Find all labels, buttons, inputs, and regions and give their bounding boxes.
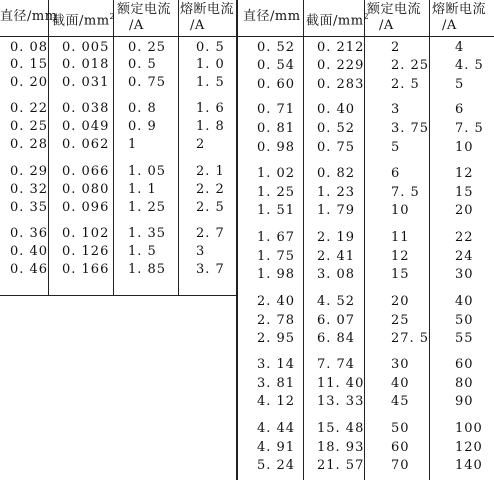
area-cell: 4. 52 (317, 294, 356, 309)
rated-current-cell: 7. 5 (391, 185, 420, 200)
rated-current-cell: 5 (391, 140, 401, 155)
area-cell: 0. 005 (62, 40, 110, 55)
rated-current-cell: 0. 75 (128, 75, 167, 90)
fuse-current-cell: 1. 5 (196, 75, 225, 90)
fuse-current-cell: 24 (455, 249, 474, 264)
area-cell: 3. 08 (317, 267, 356, 282)
diameter-cell: 1. 75 (257, 249, 296, 264)
fuse-current-cell: 5 (455, 77, 465, 92)
area-cell: 6. 84 (317, 331, 356, 346)
fuse-current-cell: 60 (455, 357, 474, 372)
fuse-current-cell: 15 (455, 185, 474, 200)
diameter-cell: 0. 52 (257, 40, 296, 55)
area-cell: 0. 283 (317, 77, 365, 92)
area-cell: 6. 07 (317, 313, 356, 328)
area-cell: 0. 212 (317, 40, 365, 55)
rated-current-cell: 40 (391, 376, 410, 391)
diameter-cell: 0. 54 (257, 58, 296, 73)
fuse-current-cell: 2. 2 (196, 182, 225, 197)
area-cell: 0. 82 (317, 166, 356, 181)
rated-current-cell: 11 (391, 230, 410, 245)
header-diameter-label: 直径/mm (0, 9, 58, 24)
header-area (52, 9, 115, 29)
fuse-current-cell: 2. 1 (196, 164, 225, 179)
header-fuse-right (432, 2, 486, 34)
rated-current-cell: 60 (391, 440, 410, 455)
diameter-cell: 3. 14 (257, 357, 296, 372)
fuse-current-cell: 1. 0 (196, 57, 225, 72)
rated-current-cell: 27. 5 (391, 331, 430, 346)
diameter-cell: 0. 40 (10, 244, 49, 259)
header-diameter-right-label: 直径/mm (243, 9, 301, 24)
fuse-current-cell: 2. 5 (196, 200, 225, 215)
header-fuse-line1: 熔断电流 (180, 2, 235, 17)
fuse-current-cell: 10 (455, 140, 474, 155)
column-rule (113, 0, 114, 295)
diameter-cell: 1. 51 (257, 203, 296, 218)
fuse-current-cell: 4 (455, 40, 465, 55)
area-cell: 0. 229 (317, 58, 365, 73)
area-cell: 0. 062 (62, 137, 110, 152)
rated-current-cell: 1. 1 (128, 182, 157, 197)
header-rated-right-line1: 额定电流 (367, 2, 422, 17)
header-area-text: 截面/mm (52, 13, 110, 29)
header-fuse-right-line1: 熔断电流 (432, 2, 487, 17)
area-cell: 0. 031 (62, 75, 110, 90)
diameter-cell: 0. 35 (10, 200, 49, 215)
diameter-cell: 0. 81 (257, 121, 296, 136)
rated-current-cell: 2. 5 (391, 77, 420, 92)
area-cell: 1. 23 (317, 185, 356, 200)
header-rule (0, 36, 494, 37)
area-cell: 0. 049 (62, 119, 110, 134)
diameter-cell: 0. 29 (10, 164, 49, 179)
area-cell: 0. 40 (317, 102, 356, 117)
fuse-current-cell: 6 (455, 102, 465, 117)
fuse-current-cell: 120 (455, 440, 483, 455)
header-area-sup: 2 (109, 12, 116, 21)
area-cell: 0. 52 (317, 121, 356, 136)
rated-current-cell: 25 (391, 313, 410, 328)
fuse-current-cell: 22 (455, 230, 474, 245)
table-center-rule (236, 0, 238, 480)
area-cell: 0. 096 (62, 200, 110, 215)
area-cell: 0. 066 (62, 164, 110, 179)
header-area-right-label (306, 9, 369, 29)
header-rated-right-line2: /A (379, 18, 394, 33)
rated-current-cell: 3. 75 (391, 121, 430, 136)
diameter-cell: 3. 81 (257, 376, 296, 391)
header-fuse-line2: /A (190, 18, 205, 33)
column-rule (48, 0, 49, 295)
left-block-bottom-rule (0, 295, 237, 296)
rated-current-cell: 0. 9 (128, 119, 157, 134)
diameter-cell: 0. 32 (10, 182, 49, 197)
fuse-current-cell: 100 (455, 421, 483, 436)
diameter-cell: 0. 25 (10, 119, 49, 134)
diameter-cell: 4. 44 (257, 421, 296, 436)
diameter-cell: 0. 98 (257, 140, 296, 155)
rated-current-cell: 1. 5 (128, 244, 157, 259)
rated-current-cell: 1. 05 (128, 164, 167, 179)
diameter-cell: 0. 71 (257, 102, 296, 117)
fuse-current-cell: 1. 8 (196, 119, 225, 134)
rated-current-cell: 0. 25 (128, 40, 167, 55)
area-cell: 0. 102 (62, 226, 110, 241)
diameter-cell: 4. 12 (257, 394, 296, 409)
rated-current-cell: 45 (391, 394, 410, 409)
area-cell: 0. 038 (62, 101, 110, 116)
rated-current-cell: 15 (391, 267, 410, 282)
fuse-current-cell: 55 (455, 331, 474, 346)
area-cell: 0. 75 (317, 140, 356, 155)
fuse-current-cell: 7. 5 (455, 121, 484, 136)
fuse-current-cell: 1. 6 (196, 101, 225, 116)
rated-current-cell: 1. 35 (128, 226, 167, 241)
diameter-cell: 0. 60 (257, 77, 296, 92)
area-cell: 18. 93 (317, 440, 365, 455)
fuse-current-cell: 2 (196, 137, 206, 152)
diameter-cell: 0. 28 (10, 137, 49, 152)
fuse-current-cell: 3. 7 (196, 262, 225, 277)
rated-current-cell: 1. 85 (128, 262, 167, 277)
header-fuse (180, 2, 234, 34)
rated-current-cell: 20 (391, 294, 410, 309)
fuse-current-cell: 2. 7 (196, 226, 225, 241)
area-cell: 21. 57 (317, 458, 365, 473)
area-cell: 2. 41 (317, 249, 356, 264)
rated-current-cell: 1 (128, 137, 138, 152)
column-rule (429, 0, 430, 480)
fuse-current-cell: 90 (455, 394, 474, 409)
rated-current-cell: 12 (391, 249, 410, 264)
diameter-cell: 0. 15 (10, 57, 49, 72)
area-cell: 11. 40 (317, 376, 365, 391)
diameter-cell: 1. 02 (257, 166, 296, 181)
column-rule (303, 0, 304, 480)
fuse-current-cell: 30 (455, 267, 474, 282)
diameter-cell: 1. 25 (257, 185, 296, 200)
rated-current-cell: 50 (391, 421, 410, 436)
fuse-current-cell: 12 (455, 166, 474, 181)
area-cell: 0. 080 (62, 182, 110, 197)
diameter-cell: 2. 78 (257, 313, 296, 328)
header-rated-line1: 额定电流 (117, 2, 172, 17)
fuse-current-cell: 4. 5 (455, 58, 484, 73)
area-cell: 1. 79 (317, 203, 356, 218)
rated-current-cell: 6 (391, 166, 401, 181)
fuse-current-cell: 3 (196, 244, 206, 259)
area-cell: 0. 018 (62, 57, 110, 72)
area-cell: 2. 19 (317, 230, 356, 245)
rated-current-cell: 10 (391, 203, 410, 218)
header-diameter-right (243, 9, 301, 25)
area-cell: 0. 166 (62, 262, 110, 277)
diameter-cell: 1. 67 (257, 230, 296, 245)
rated-current-cell: 2 (391, 40, 401, 55)
rated-current-cell: 3 (391, 102, 401, 117)
diameter-cell: 4. 91 (257, 440, 296, 455)
diameter-cell: 0. 36 (10, 226, 49, 241)
fuse-current-cell: 140 (455, 458, 483, 473)
fuse-current-cell: 0. 5 (196, 40, 225, 55)
diameter-cell: 5. 24 (257, 458, 296, 473)
diameter-cell: 2. 95 (257, 331, 296, 346)
header-area-label (52, 9, 115, 29)
diameter-cell: 0. 08 (10, 40, 49, 55)
header-rated-right (367, 2, 421, 34)
header-diameter (0, 9, 58, 25)
diameter-cell: 0. 22 (10, 101, 49, 116)
column-rule (178, 0, 179, 295)
header-area-right-text: 截面/mm (306, 13, 364, 29)
header-area-right-sup: 2 (363, 12, 370, 21)
header-fuse-right-line2: /A (442, 18, 457, 33)
rated-current-cell: 0. 5 (128, 57, 157, 72)
diameter-cell: 0. 46 (10, 262, 49, 277)
header-area-right (306, 9, 369, 29)
diameter-cell: 1. 98 (257, 267, 296, 282)
area-cell: 7. 74 (317, 357, 356, 372)
header-rated-line2: /A (129, 18, 144, 33)
fuse-current-cell: 50 (455, 313, 474, 328)
diameter-cell: 2. 40 (257, 294, 296, 309)
rated-current-cell: 1. 25 (128, 200, 167, 215)
rated-current-cell: 70 (391, 458, 410, 473)
diameter-cell: 0. 20 (10, 75, 49, 90)
fuse-current-cell: 40 (455, 294, 474, 309)
header-rated (117, 2, 171, 34)
area-cell: 13. 33 (317, 394, 365, 409)
fuse-current-cell: 80 (455, 376, 474, 391)
fuse-current-cell: 20 (455, 203, 474, 218)
area-cell: 0. 126 (62, 244, 110, 259)
rated-current-cell: 30 (391, 357, 410, 372)
rated-current-cell: 0. 8 (128, 101, 157, 116)
rated-current-cell: 2. 25 (391, 58, 430, 73)
area-cell: 15. 48 (317, 421, 365, 436)
